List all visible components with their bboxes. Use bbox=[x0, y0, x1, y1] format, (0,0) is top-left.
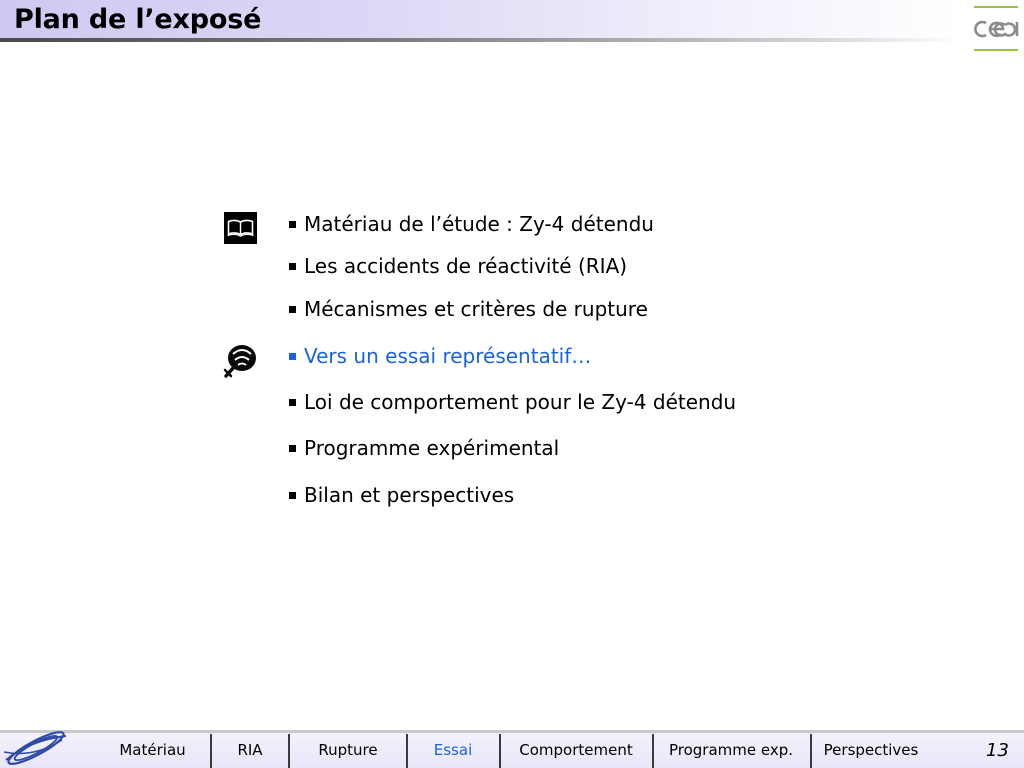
bullet bbox=[289, 306, 296, 313]
nav-tab-essai[interactable]: Essai bbox=[433, 741, 473, 759]
agenda-item bbox=[289, 483, 514, 507]
nav-separator bbox=[210, 734, 212, 768]
agenda-item-label: Les accidents de réactivité (RIA) bbox=[304, 254, 628, 278]
agenda-item bbox=[289, 297, 648, 321]
institution-logo bbox=[0, 730, 72, 768]
agenda-item-active bbox=[289, 344, 591, 368]
bullet bbox=[289, 399, 296, 406]
nav-separator bbox=[406, 734, 408, 768]
bullet bbox=[289, 353, 296, 360]
agenda-item-label: Vers un essai représentatif… bbox=[304, 344, 592, 368]
bullet bbox=[289, 445, 296, 452]
page-number: 13 bbox=[986, 740, 1009, 761]
agenda-item-label: Programme expérimental bbox=[304, 436, 560, 460]
page-title: Plan de l’exposé bbox=[14, 4, 262, 35]
agenda-item-label: Loi de comportement pour le Zy-4 détendu bbox=[304, 390, 737, 414]
bullet bbox=[289, 263, 296, 270]
nav-tab-programme[interactable]: Programme exp. bbox=[668, 741, 794, 759]
nav-tab-perspectives[interactable]: Perspectives bbox=[823, 741, 919, 759]
nav-tab-materiau[interactable]: Matériau bbox=[119, 741, 186, 759]
bullet bbox=[289, 492, 296, 499]
agenda-item bbox=[289, 390, 736, 414]
agenda-item bbox=[289, 212, 654, 236]
agenda-item-label: Mécanismes et critères de rupture bbox=[304, 297, 648, 321]
nav-separator bbox=[810, 734, 812, 768]
nav-separator bbox=[499, 734, 501, 768]
bullet bbox=[289, 221, 296, 228]
nav-separator bbox=[652, 734, 654, 768]
agenda-item-label: Bilan et perspectives bbox=[304, 483, 515, 507]
agenda-item bbox=[289, 254, 627, 278]
nav-tab-rupture[interactable]: Rupture bbox=[318, 741, 378, 759]
agenda-item bbox=[289, 436, 559, 460]
nav-tab-comportement[interactable]: Comportement bbox=[519, 741, 633, 759]
nav-tab-ria[interactable]: RIA bbox=[237, 741, 263, 759]
agenda-item-label: Matériau de l’étude : Zy-4 détendu bbox=[304, 212, 654, 236]
nav-separator bbox=[288, 734, 290, 768]
